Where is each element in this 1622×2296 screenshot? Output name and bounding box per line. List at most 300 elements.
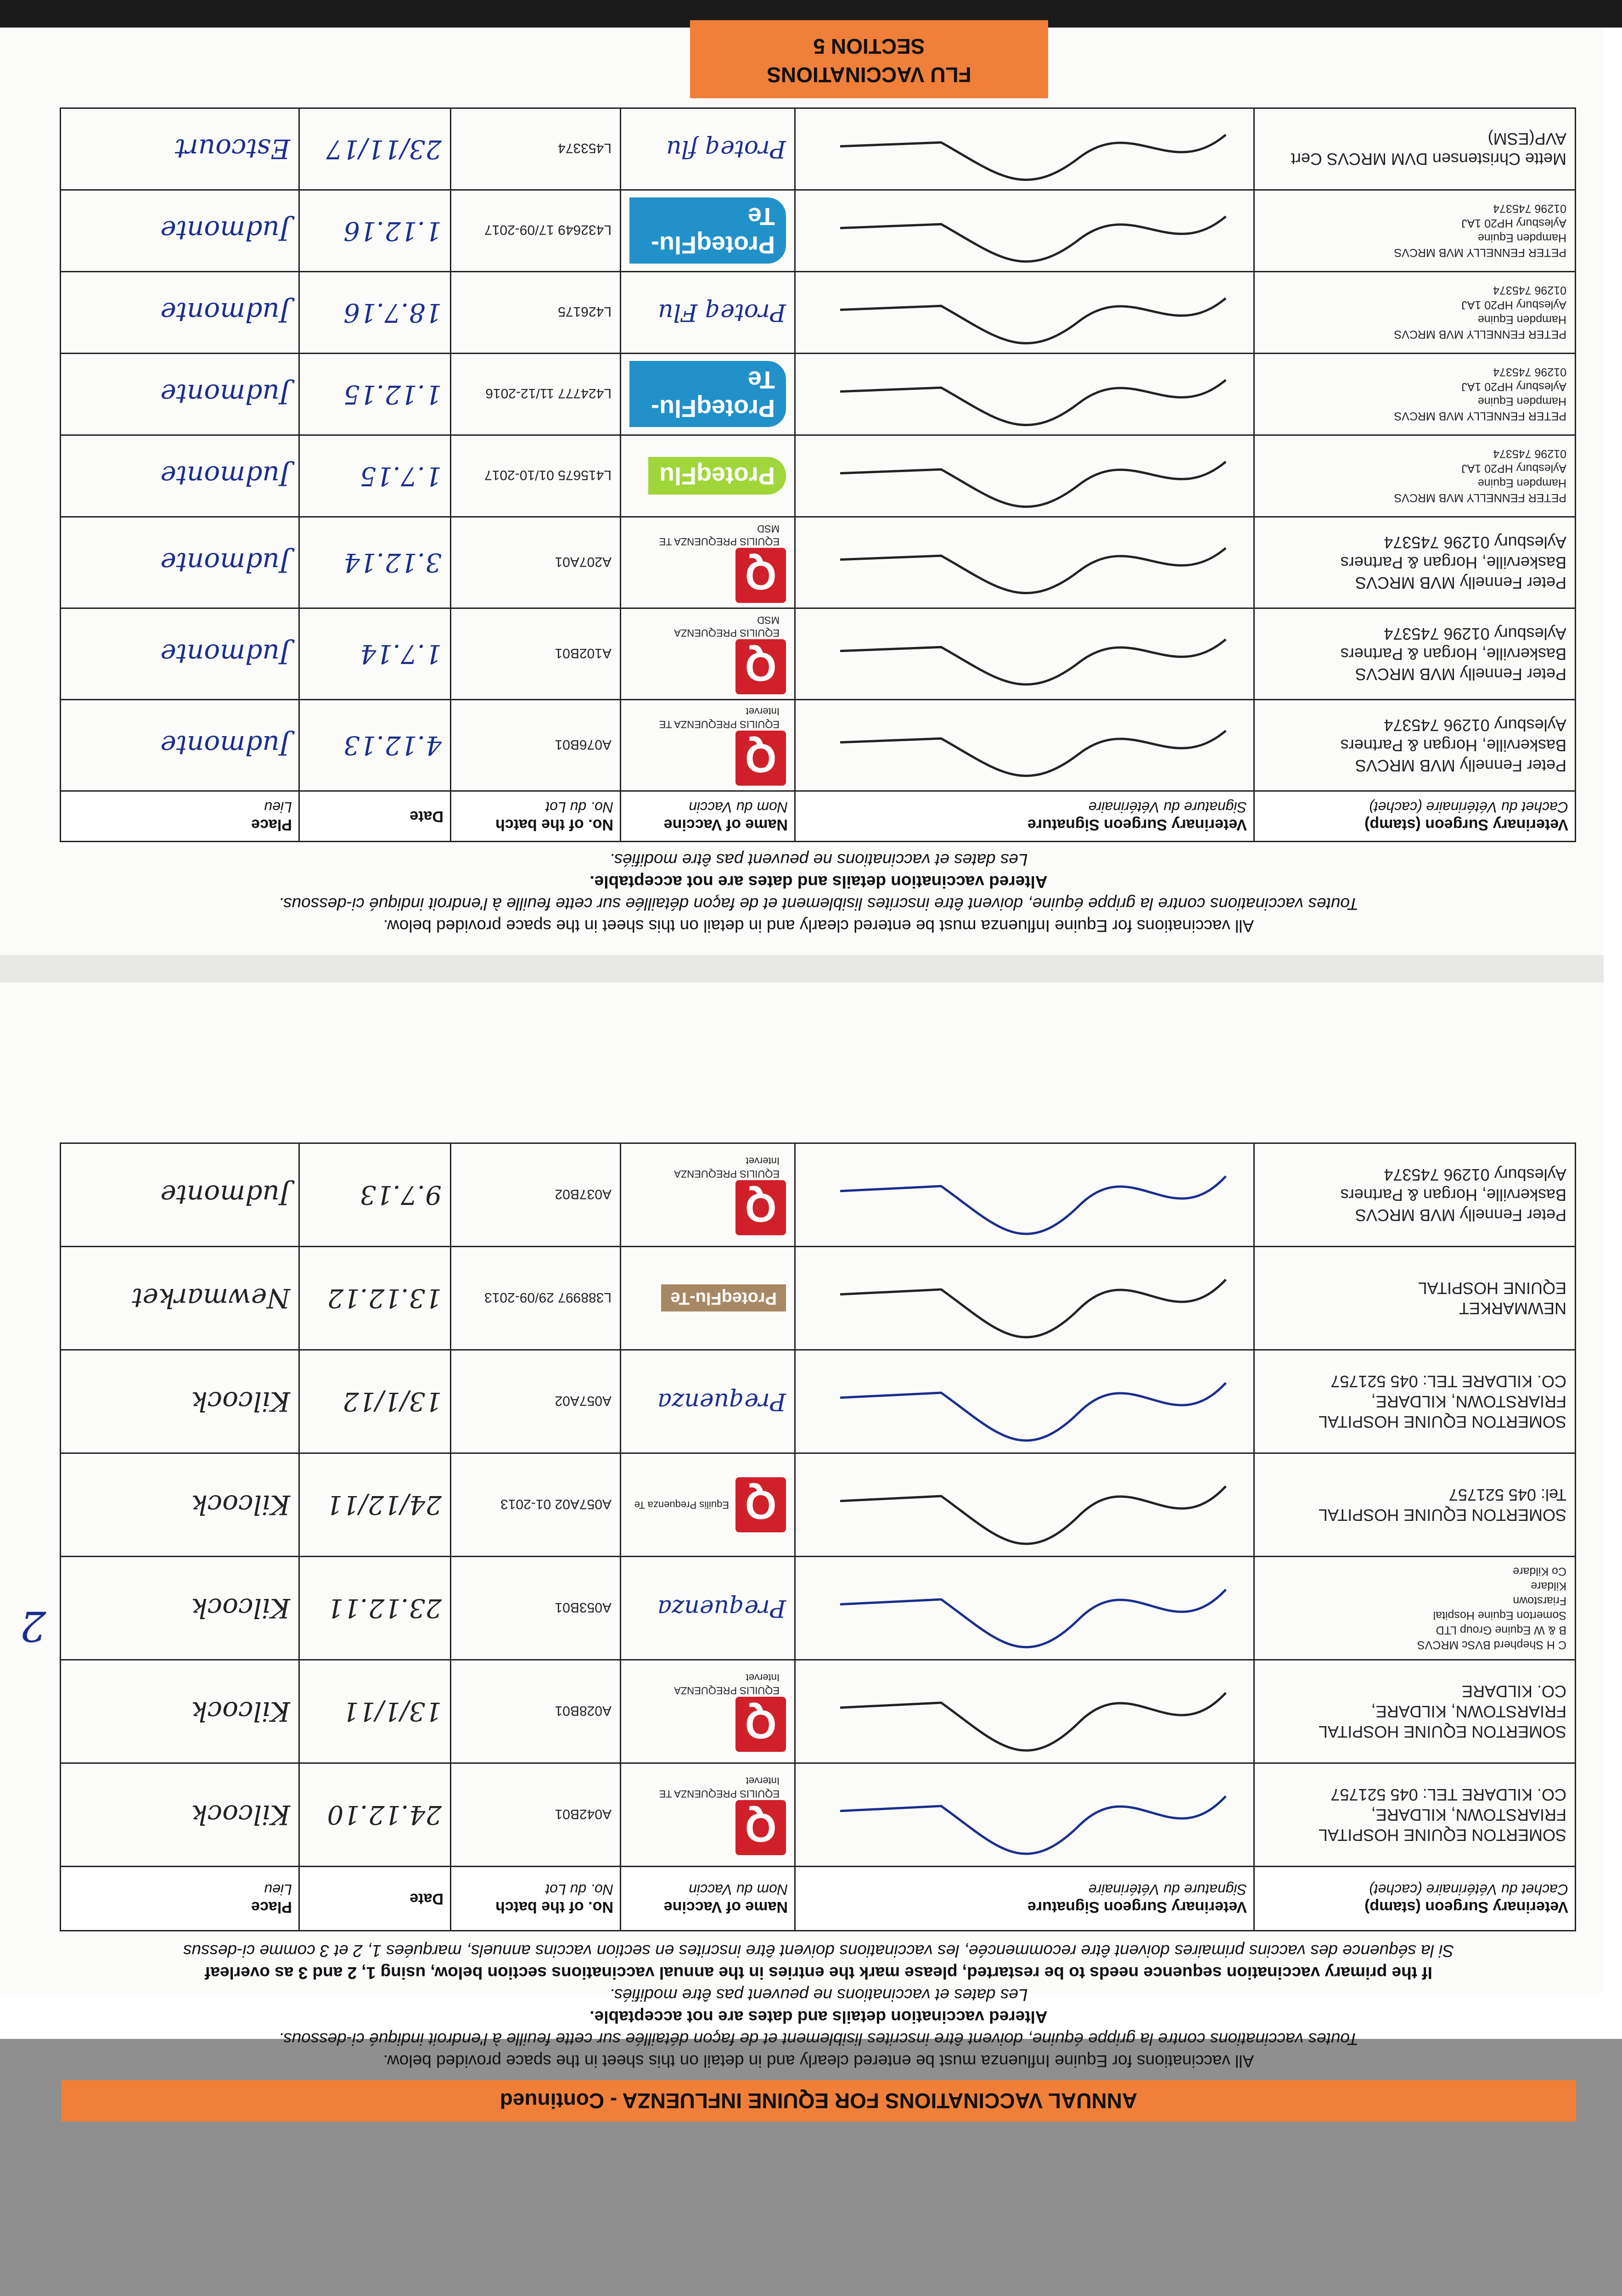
stamp-line: Co Kildare xyxy=(1513,1565,1566,1578)
handwritten-signature xyxy=(803,357,1253,434)
vaccine-sticker xyxy=(621,453,794,500)
table-row xyxy=(61,354,1576,435)
vet-stamp-cell xyxy=(1254,700,1576,791)
batch-cell xyxy=(451,354,621,435)
vet-stamp-cell xyxy=(1254,1350,1576,1453)
vaccine-handwritten: Prequenza xyxy=(657,1388,786,1415)
table-row xyxy=(61,608,1576,700)
place-cell xyxy=(61,1660,299,1763)
batch-cell xyxy=(451,1247,621,1350)
place-cell xyxy=(61,435,299,517)
batch-cell xyxy=(451,1453,621,1557)
batch-number: L453374 xyxy=(558,141,612,156)
batch-number: A042B01 xyxy=(555,1806,612,1822)
vaccine-name-text: EQUILIS PREQUENZA TE xyxy=(659,719,780,730)
batch-number: L388997 29/09-2013 xyxy=(484,1290,612,1305)
vaccination-place: Judmonte xyxy=(160,547,290,578)
batch-number: A028B01 xyxy=(555,1703,612,1718)
stamp-line: Aylesbury 01296 745374 xyxy=(1384,1165,1566,1184)
vaccine-handwritten: Proteq Flu xyxy=(658,298,786,326)
section-tab xyxy=(690,20,1048,98)
vet-stamp-cell xyxy=(1254,354,1576,435)
vaccine-cell xyxy=(621,700,795,791)
vaccination-date: 1.7.15 xyxy=(359,461,442,491)
signature-cell xyxy=(795,608,1254,700)
vaccine-name xyxy=(634,1498,729,1511)
vaccine-cell xyxy=(621,190,795,272)
date-cell xyxy=(299,190,451,272)
signature-cell xyxy=(795,1557,1254,1660)
batch-number: L426175 xyxy=(558,304,612,320)
note-altered-fr: Les dates et vaccinations ne peuvent pas être modifiés. xyxy=(609,850,1028,869)
annual-vaccinations-section xyxy=(20,1142,1576,2122)
signature-cell xyxy=(795,1247,1254,1350)
vaccine-cell xyxy=(621,435,795,517)
batch-number: A102B01 xyxy=(555,646,612,661)
stamp-line: Aylesbury 01296 745374 xyxy=(1384,716,1566,735)
vaccination-place: Judmonte xyxy=(160,1179,290,1210)
vaccination-place: Kilcock xyxy=(191,1799,290,1830)
vaccination-place: Kilcock xyxy=(191,1386,290,1417)
vet-stamp-cell xyxy=(1254,108,1576,190)
vet-stamp-cell xyxy=(1254,517,1576,608)
vaccination-date: 13/1/11 xyxy=(342,1696,442,1727)
batch-cell xyxy=(451,1350,621,1453)
vet-stamp xyxy=(1255,360,1575,428)
stamp-line: 01296 745374 xyxy=(1493,366,1566,379)
vaccine-sticker xyxy=(621,1770,794,1860)
batch-number: A207A01 xyxy=(555,554,612,569)
vaccine-maker: Intervet xyxy=(746,1155,780,1167)
stamp-line: PETER FENNELLY MVB MRCVS xyxy=(1394,410,1566,423)
vaccination-place: Judmonte xyxy=(160,378,290,410)
vaccine-cell xyxy=(621,608,795,700)
note-restart: If the primary vaccination sequence needs to be restarted, please mark the entries in the annual vaccinations section below, using 1, 2 and 3 as overleaf xyxy=(205,1964,1432,1982)
date-cell xyxy=(299,608,451,700)
batch-number: A057A02 xyxy=(555,1393,612,1408)
vaccine-cell xyxy=(621,1660,795,1763)
header-vet: Veterinary Surgeon (stamp) Cachet du Vétérinaire (cachet) xyxy=(1254,791,1576,842)
header-vaccine: Name of Vaccine Nom du Vaccin xyxy=(621,791,795,842)
handwritten-signature xyxy=(803,1457,1253,1555)
vet-stamp xyxy=(1255,1677,1575,1746)
stamp-line: 01296 745374 xyxy=(1493,202,1566,215)
signature-cell xyxy=(795,354,1254,435)
equilis-q-logo: Q xyxy=(735,1697,786,1752)
header-vet: Veterinary Surgeon (stamp) Cachet du Vétérinaire (cachet) xyxy=(1254,1867,1576,1931)
handwritten-signature xyxy=(803,1250,1253,1349)
date-cell xyxy=(299,272,451,354)
vaccine-handwritten: Proteq flu xyxy=(666,135,786,163)
flu-vaccination-table xyxy=(60,107,1576,842)
batch-number: L424777 11/12-2016 xyxy=(485,386,612,401)
stamp-line: Tel: 045 521757 xyxy=(1448,1486,1566,1504)
table-row xyxy=(61,700,1576,791)
vaccine-name-text: EQUILIS PREQUENZA TE xyxy=(659,1788,780,1800)
section-tab-sub: SECTION 5 xyxy=(813,34,925,58)
vaccine-sticker xyxy=(621,1473,794,1537)
vaccine-sticker xyxy=(621,518,794,608)
vaccination-date: 1.12.15 xyxy=(343,379,442,409)
date-cell xyxy=(299,108,451,190)
date-cell xyxy=(299,435,451,517)
proteq-sticker: ProteqFlu-Te xyxy=(661,1285,786,1312)
vaccination-place: Newmarket xyxy=(132,1283,290,1314)
vaccination-place: Kilcock xyxy=(191,1593,290,1624)
batch-cell xyxy=(451,517,621,608)
handwritten-signature xyxy=(803,193,1253,270)
vaccine-name xyxy=(659,705,780,731)
table-row xyxy=(61,108,1576,190)
stamp-line: Baskerville, Horgan & Partners xyxy=(1340,553,1566,572)
vaccine-name-text: EQUILIS PREQUENZA xyxy=(674,627,780,639)
stamp-line: Hampden Equine xyxy=(1477,395,1566,408)
note-en: All vaccinations for Equine Influenza must be entered clearly and in detail on this sheet in the space provided below. xyxy=(383,2052,1254,2071)
vaccine-cell xyxy=(621,1350,795,1453)
vaccine-sticker xyxy=(621,1150,794,1240)
batch-cell xyxy=(451,435,621,517)
table-row xyxy=(61,190,1576,272)
restart-sequence-mark: 2 xyxy=(20,1602,46,1650)
note-fr: Toutes vaccinations contre la grippe équine, doivent être inscrites lisiblement et de façon détaillée sur cette feuille à l'endroit indiqué ci-dessous. xyxy=(278,895,1359,913)
signature-cell xyxy=(795,1453,1254,1557)
stamp-line: Aylesbury HP20 1AJ xyxy=(1461,298,1566,312)
header-date: Date xyxy=(299,1867,451,1931)
proteq-sticker: ProteqFlu-Te xyxy=(629,198,786,264)
vet-stamp xyxy=(1255,1160,1575,1230)
stamp-line: Hampden Equine xyxy=(1477,477,1566,490)
vaccine-cell xyxy=(621,1453,795,1557)
vaccination-date: 23.12.11 xyxy=(327,1593,442,1623)
signature-cell xyxy=(795,1763,1254,1867)
vaccine-maker: Intervet xyxy=(746,1672,780,1683)
vet-stamp xyxy=(1255,710,1575,780)
vaccination-place: Kilcock xyxy=(191,1489,290,1520)
header-batch: No. of the batch No. du Lot xyxy=(451,1867,621,1931)
equilis-q-logo: Q xyxy=(735,731,786,786)
vaccine-sticker xyxy=(621,1666,794,1756)
vaccination-place: Judmonte xyxy=(160,215,290,247)
vaccination-date: 18.7.16 xyxy=(343,298,442,327)
header-signature: Veterinary Surgeon Signature Signature du Vétérinaire xyxy=(795,791,1254,842)
batch-number: A037B02 xyxy=(555,1187,612,1202)
batch-cell xyxy=(451,1143,621,1247)
handwritten-signature xyxy=(803,1147,1253,1245)
place-cell xyxy=(61,1763,299,1867)
batch-number: L415675 01/10-2017 xyxy=(484,467,612,483)
handwritten-signature xyxy=(803,1560,1253,1659)
table-header-row xyxy=(61,791,1576,842)
note-en: All vaccinations for Equine Influenza must be entered clearly and in detail on this sheet in the space provided below. xyxy=(383,917,1254,935)
signature-cell xyxy=(795,272,1254,354)
place-cell xyxy=(61,1350,299,1453)
stamp-line: Baskerville, Horgan & Partners xyxy=(1340,736,1566,755)
vaccine-name xyxy=(674,1671,780,1697)
vaccine-cell xyxy=(621,354,795,435)
vaccination-date: 13.12.12 xyxy=(327,1283,442,1313)
table-row xyxy=(61,1453,1576,1557)
stamp-line: Baskerville, Horgan & Partners xyxy=(1340,645,1566,664)
stamp-line: C H Shepherd BVSc MRCVS xyxy=(1417,1638,1566,1651)
stamp-line: SOMERTON EQUINE HOSPITAL xyxy=(1318,1722,1566,1741)
stamp-line: FRIARSTOWN, KILDARE, xyxy=(1371,1806,1566,1824)
date-cell xyxy=(299,1350,451,1453)
header-vaccine: Name of Vaccine Nom du Vaccin xyxy=(621,1867,795,1931)
vaccination-place: Judmonte xyxy=(160,730,290,761)
vaccination-place: Kilcock xyxy=(191,1696,290,1727)
stamp-line: Peter Fennelly MVB MRCVS xyxy=(1355,1206,1566,1225)
stamp-line: Hampden Equine xyxy=(1477,231,1566,245)
vet-stamp xyxy=(1255,1780,1575,1850)
note-fr: Toutes vaccinations contre la grippe équine, doivent être inscrites lisiblement et de façon détaillée sur cette feuille à l'endroit indiqué ci-dessous. xyxy=(278,2030,1359,2048)
header-date: Date xyxy=(299,791,451,842)
stamp-line: CO. KILDARE xyxy=(1461,1682,1566,1701)
vet-stamp-cell xyxy=(1254,435,1576,517)
batch-cell xyxy=(451,1763,621,1867)
vaccination-date: 24/12/11 xyxy=(326,1490,442,1520)
stamp-line: Aylesbury HP20 1AJ xyxy=(1461,462,1566,475)
header-place: Place Lieu xyxy=(61,1867,299,1931)
section-tab-label: FLU VACCINATIONS xyxy=(767,63,971,87)
vaccine-sticker xyxy=(621,609,794,699)
place-cell xyxy=(20,1557,299,1660)
header-signature: Veterinary Surgeon Signature Signature du Vétérinaire xyxy=(795,1867,1254,1931)
vaccine-maker: Intervet xyxy=(746,1775,780,1787)
stamp-line: Aylesbury HP20 1AJ xyxy=(1461,217,1566,230)
header-batch: No. of the batch No. du Lot xyxy=(451,791,621,842)
page-gutter xyxy=(0,955,1604,983)
table-row xyxy=(61,517,1576,608)
stamp-line: Peter Fennelly MVB MRCVS xyxy=(1355,574,1566,592)
batch-number: L432649 17/09-2017 xyxy=(484,222,612,238)
handwritten-signature xyxy=(803,1767,1253,1865)
place-cell xyxy=(61,608,299,700)
batch-cell xyxy=(451,608,621,700)
section-title: ANNUAL VACCINATIONS FOR EQUINE INFLUENZA - Continued xyxy=(61,2080,1576,2122)
vaccine-maker: MSD xyxy=(757,523,780,535)
vaccine-handwritten: Prequenza xyxy=(657,1594,786,1622)
vaccination-place: Judmonte xyxy=(160,460,290,492)
place-cell xyxy=(61,354,299,435)
batch-cell xyxy=(451,1660,621,1763)
stamp-line: Kildare xyxy=(1531,1580,1566,1593)
vet-stamp xyxy=(1255,1367,1575,1436)
equilis-q-logo: Q xyxy=(735,1800,786,1855)
date-cell xyxy=(299,1660,451,1763)
stamp-line: FRIARSTOWN, KILDARE, xyxy=(1371,1702,1566,1721)
stamp-line: B & W Equine Group LTD xyxy=(1436,1624,1566,1637)
vaccine-name xyxy=(674,613,780,639)
vaccine-cell xyxy=(621,517,795,608)
vaccine-cell xyxy=(621,108,795,190)
batch-number: A057A02 01-2013 xyxy=(500,1497,612,1512)
table-row xyxy=(61,1763,1576,1867)
vaccine-cell xyxy=(621,1763,795,1867)
batch-cell xyxy=(451,1557,621,1660)
vet-stamp-cell xyxy=(1254,190,1576,272)
vaccine-sticker xyxy=(621,131,794,168)
vet-stamp xyxy=(1255,442,1575,510)
vaccine-name xyxy=(659,1774,780,1800)
handwritten-signature xyxy=(803,525,1253,602)
annual-vaccination-table xyxy=(20,1142,1576,1931)
vet-stamp xyxy=(1255,1480,1575,1530)
note-altered: Altered vaccination details and dates are not acceptable. xyxy=(589,2008,1048,2026)
stamp-line: Aylesbury HP20 1AJ xyxy=(1461,380,1566,394)
place-cell xyxy=(61,108,299,190)
vaccine-sticker xyxy=(621,1280,794,1317)
vet-stamp xyxy=(1255,528,1575,597)
vet-stamp-cell xyxy=(1254,1143,1576,1247)
signature-cell xyxy=(795,435,1254,517)
stamp-line: 01296 745374 xyxy=(1493,284,1566,297)
stamp-line: FRIARSTOWN, KILDARE, xyxy=(1371,1392,1566,1411)
handwritten-signature xyxy=(803,617,1253,694)
stamp-line: Friarstown xyxy=(1513,1594,1566,1607)
note-altered-fr: Les dates et vaccinations ne peuvent pas être modifiés. xyxy=(609,1986,1028,2004)
date-cell xyxy=(299,1763,451,1867)
vaccination-place: Estcourt xyxy=(174,133,290,165)
vet-stamp xyxy=(1255,619,1575,689)
vaccine-name-text: EQUILIS PREQUENZA xyxy=(674,1685,780,1696)
vet-stamp-cell xyxy=(1254,1247,1576,1350)
place-cell xyxy=(61,517,299,608)
stamp-line: Somerton Equine Hospital xyxy=(1433,1609,1566,1622)
date-cell xyxy=(299,700,451,791)
vaccine-sticker xyxy=(621,193,794,269)
stamp-line: Peter Fennelly MVB MRCVS xyxy=(1355,756,1566,775)
handwritten-signature xyxy=(803,275,1253,352)
vet-stamp-cell xyxy=(1254,1763,1576,1867)
vet-stamp xyxy=(1255,1559,1575,1657)
vaccination-date: 3.12.14 xyxy=(343,547,442,578)
vaccine-maker: MSD xyxy=(757,614,780,626)
vet-stamp-cell xyxy=(1254,1557,1576,1660)
place-cell xyxy=(61,700,299,791)
stamp-line: Mette Christensen DVM MRCVS Cert AVP(ESM) xyxy=(1291,129,1566,169)
proteq-sticker: ProteqFlu-Te xyxy=(629,361,786,428)
stamp-line: PETER FENNELLY MVB MRCVS xyxy=(1394,491,1566,505)
header-place: Place Lieu xyxy=(61,791,299,842)
signature-cell xyxy=(795,108,1254,190)
vaccination-date: 24.12.10 xyxy=(327,1800,442,1830)
handwritten-signature xyxy=(803,1353,1253,1452)
vet-stamp-cell xyxy=(1254,272,1576,354)
vet-stamp-cell xyxy=(1254,1660,1576,1763)
stamp-line: NEWMARKET xyxy=(1459,1299,1566,1318)
vaccine-cell xyxy=(621,1557,795,1660)
handwritten-signature xyxy=(803,708,1253,785)
vaccination-date: 4.12.13 xyxy=(343,730,442,760)
stamp-line: CO. KILDARE TEL: 045 521757 xyxy=(1330,1785,1566,1804)
signature-cell xyxy=(795,1350,1254,1453)
equilis-q-logo: Q xyxy=(735,548,786,603)
flu-vaccinations-section xyxy=(61,6,1576,937)
stamp-line: Peter Fennelly MVB MRCVS xyxy=(1355,665,1566,684)
signature-cell xyxy=(795,1143,1254,1247)
vaccine-maker: Intervet xyxy=(746,706,780,717)
instructions-top xyxy=(61,849,1576,937)
stamp-line: Baskerville, Horgan & Partners xyxy=(1340,1186,1566,1204)
signature-cell xyxy=(795,190,1254,272)
vet-stamp xyxy=(1255,279,1575,347)
vaccine-sticker xyxy=(621,294,794,331)
vaccination-date: 1.12.16 xyxy=(343,216,442,246)
equilis-q-logo: Q xyxy=(735,639,786,694)
date-cell xyxy=(299,1143,451,1247)
place-cell xyxy=(61,1453,299,1557)
vet-stamp-cell xyxy=(1254,1453,1576,1557)
place-cell xyxy=(61,272,299,354)
table-row xyxy=(61,1660,1576,1763)
vaccination-date: 23/11/17 xyxy=(326,134,442,164)
date-cell xyxy=(299,1453,451,1557)
vaccine-cell xyxy=(621,272,795,354)
stamp-line: SOMERTON EQUINE HOSPITAL xyxy=(1318,1826,1566,1845)
instructions xyxy=(61,1940,1576,2072)
batch-cell xyxy=(451,190,621,272)
batch-cell xyxy=(451,272,621,354)
date-cell xyxy=(299,517,451,608)
proteq-sticker: ProteqFlu xyxy=(648,457,786,495)
vaccine-cell xyxy=(621,1247,795,1350)
vaccine-name-text: EQUILIS PREQUENZA TE xyxy=(659,536,780,547)
vaccine-sticker xyxy=(621,700,794,790)
vaccine-sticker xyxy=(621,1383,794,1420)
section-tab-area xyxy=(61,6,1576,107)
handwritten-signature xyxy=(803,1663,1253,1762)
signature-cell xyxy=(795,700,1254,791)
vaccination-place: Judmonte xyxy=(160,297,290,328)
stamp-line: PETER FENNELLY MVB MRCVS xyxy=(1394,246,1566,259)
stamp-line: Aylesbury 01296 745374 xyxy=(1384,625,1566,643)
batch-cell xyxy=(451,108,621,190)
vaccine-name-text: EQUILIS PREQUENZA xyxy=(674,1168,780,1180)
vaccination-date: 13/1/12 xyxy=(342,1386,442,1417)
table-row xyxy=(61,1143,1576,1247)
place-cell xyxy=(61,1143,299,1247)
stamp-line: Aylesbury 01296 745374 xyxy=(1384,533,1566,552)
table-row xyxy=(61,1557,1576,1660)
vaccination-date: 1.7.14 xyxy=(359,639,442,669)
table-row xyxy=(61,1247,1576,1350)
equilis-q-logo: Q xyxy=(735,1180,786,1235)
date-cell xyxy=(299,1557,451,1660)
stamp-line: EQUINE HOSPITAL xyxy=(1418,1279,1566,1298)
place-cell xyxy=(61,1247,299,1350)
date-cell xyxy=(299,1247,451,1350)
vaccine-name xyxy=(674,1154,780,1180)
batch-cell xyxy=(451,700,621,791)
vet-stamp-cell xyxy=(1254,608,1576,700)
stamp-line: 01296 745374 xyxy=(1493,447,1566,461)
table-row xyxy=(61,272,1576,354)
vaccine-cell xyxy=(621,1143,795,1247)
note-altered: Altered vaccination details and dates are not acceptable. xyxy=(589,872,1048,891)
handwritten-signature xyxy=(803,112,1253,189)
vaccine-sticker xyxy=(621,1590,794,1626)
stamp-line: SOMERTON EQUINE HOSPITAL xyxy=(1318,1412,1566,1431)
table-row xyxy=(61,1350,1576,1453)
stamp-line: Hampden Equine xyxy=(1477,313,1566,326)
vaccine-name-text: Equilis Prequenza Te xyxy=(634,1499,729,1511)
batch-number: A076B01 xyxy=(555,737,612,752)
handwritten-signature xyxy=(803,439,1253,516)
vet-stamp xyxy=(1255,197,1575,265)
note-restart-fr: Si la séquence des vaccins primaires doivent être recommencée, les vaccinations doivent être inscrites en section vaccins annuels, marquées 1, 2 et 3 comme ci-dessus xyxy=(183,1941,1454,1960)
vet-stamp xyxy=(1255,124,1575,174)
table-header-row xyxy=(61,1867,1576,1931)
